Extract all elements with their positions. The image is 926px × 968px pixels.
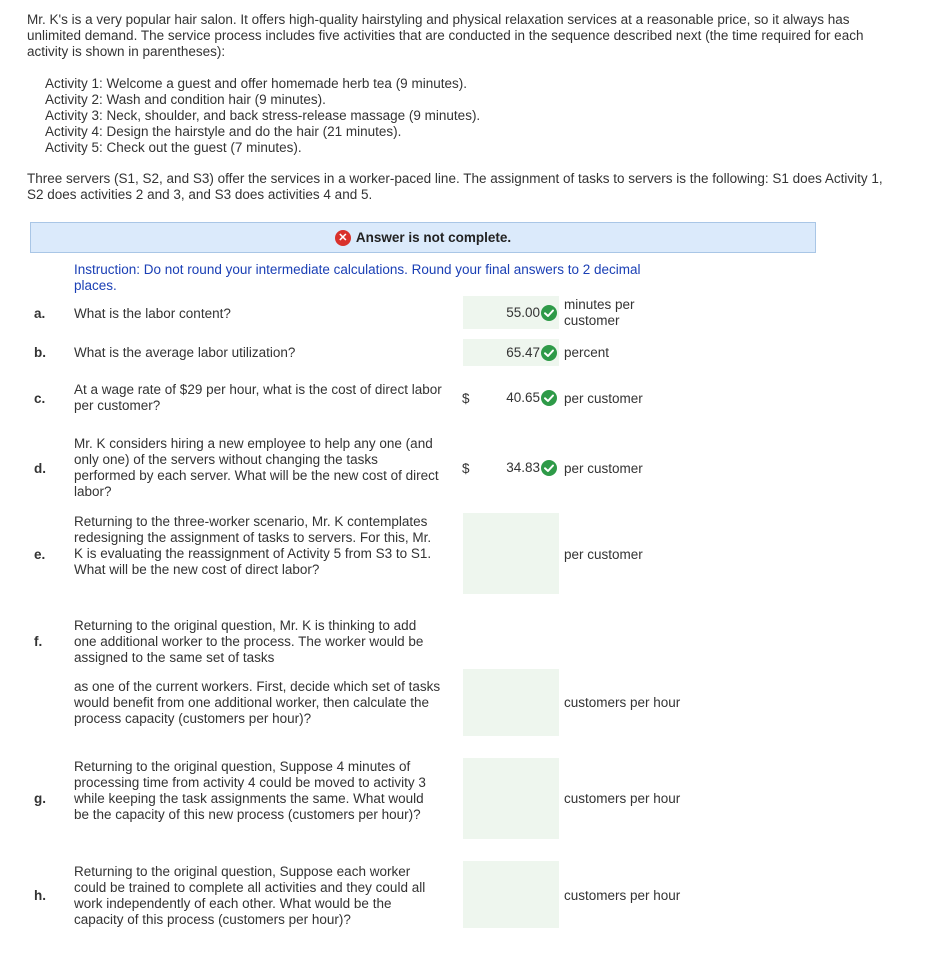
banner-text: Answer is not complete. bbox=[355, 230, 512, 245]
answer-e-field[interactable] bbox=[463, 513, 559, 594]
question-letter-g: g. bbox=[34, 791, 46, 806]
question-letter-e: e. bbox=[34, 547, 46, 562]
answer-d-value: 34.83 bbox=[506, 460, 540, 475]
answer-c-field[interactable] bbox=[463, 384, 559, 411]
activity-2: Activity 2: Wash and condition hair (9 minutes). bbox=[45, 92, 326, 107]
unit-a: minutes per customer bbox=[564, 297, 635, 328]
answer-b-value: 65.47 bbox=[506, 345, 540, 360]
activity-1: Activity 1: Welcome a guest and offer homemade herb tea (9 minutes). bbox=[45, 76, 467, 91]
instruction-text: Instruction: Do not round your intermediate calculations. Round your final answers to 2 decimal places. bbox=[74, 262, 641, 293]
question-b-text: What is the average labor utilization? bbox=[74, 345, 296, 360]
checkmark-icon bbox=[541, 345, 557, 361]
answer-status-banner bbox=[30, 222, 816, 253]
answer-d-field[interactable] bbox=[463, 454, 559, 481]
question-g-text: Returning to the original question, Suppose 4 minutes of processing time from activity 4 could be moved to activity 3 while keeping the task assignments the same. What would be the capacity of this new process (customers per hour)? bbox=[74, 759, 426, 822]
question-letter-h: h. bbox=[34, 888, 46, 903]
answer-h-field[interactable] bbox=[463, 861, 559, 928]
answer-a-field[interactable] bbox=[463, 296, 559, 329]
question-a-text: What is the labor content? bbox=[74, 306, 231, 321]
question-letter-b: b. bbox=[34, 345, 46, 360]
question-letter-f: f. bbox=[34, 634, 43, 649]
answer-c-value: 40.65 bbox=[506, 390, 540, 405]
x-circle-icon: ✕ bbox=[335, 230, 351, 246]
activity-4: Activity 4: Design the hairstyle and do the hair (21 minutes). bbox=[45, 124, 402, 139]
question-letter-c: c. bbox=[34, 391, 46, 406]
unit-f: customers per hour bbox=[564, 695, 681, 710]
intro-paragraph: Mr. K's is a very popular hair salon. It offers high-quality hairstyling and physical relaxation services at a reasonable price, so it always has unlimited demand. The service process includes five activities that are conducted in the sequence described next (the time required for each activity is shown in parentheses): bbox=[27, 12, 864, 59]
question-f-text: Returning to the original question, Mr. K is thinking to add one additional worker to the process. The worker would be assigned to the same set of tasks bbox=[74, 618, 424, 665]
activity-3: Activity 3: Neck, shoulder, and back stress-release massage (9 minutes). bbox=[45, 108, 481, 123]
dollar-sign-c: $ bbox=[462, 391, 470, 406]
unit-g: customers per hour bbox=[564, 791, 681, 806]
question-h-text: Returning to the original question, Suppose each worker could be trained to complete all activities and they could all work independently of each other. What would be the capacity of this process (customers per hour)? bbox=[74, 864, 426, 927]
answer-a-value: 55.00 bbox=[506, 305, 540, 320]
question-letter-a: a. bbox=[34, 306, 46, 321]
question-d-text: Mr. K considers hiring a new employee to help any one (and only one) of the servers without changing the tasks performed by each server. What will be the new cost of direct labor? bbox=[74, 436, 439, 499]
activity-5: Activity 5: Check out the guest (7 minutes). bbox=[45, 140, 302, 155]
answer-g-field[interactable] bbox=[463, 758, 559, 839]
checkmark-icon bbox=[541, 305, 557, 321]
answer-f-field[interactable] bbox=[463, 669, 559, 736]
unit-c: per customer bbox=[564, 391, 643, 406]
question-letter-d: d. bbox=[34, 461, 46, 476]
question-e-text: Returning to the three-worker scenario, Mr. K contemplates redesigning the assignment of tasks to servers. For this, Mr. K is evaluating the reassignment of Activity 5 from S3 to S1. What will be the new cost of direct labor? bbox=[74, 514, 432, 577]
unit-d: per customer bbox=[564, 461, 643, 476]
servers-paragraph: Three servers (S1, S2, and S3) offer the services in a worker-paced line. The assignment of tasks to servers is the following: S1 does Activity 1, S2 does activities 2 and 3, and S3 does activities 4 and 5. bbox=[27, 171, 883, 202]
checkmark-icon bbox=[541, 390, 557, 406]
answer-b-field[interactable] bbox=[463, 339, 559, 366]
unit-b: percent bbox=[564, 345, 610, 360]
question-c-text: At a wage rate of $29 per hour, what is the cost of direct labor per customer? bbox=[74, 382, 442, 413]
question-f-text-continued: as one of the current workers. First, decide which set of tasks would benefit from one additional worker, then calculate the process capacity (customers per hour)? bbox=[74, 679, 441, 726]
unit-e: per customer bbox=[564, 547, 643, 562]
checkmark-icon bbox=[541, 460, 557, 476]
dollar-sign-d: $ bbox=[462, 461, 470, 476]
unit-h: customers per hour bbox=[564, 888, 681, 903]
